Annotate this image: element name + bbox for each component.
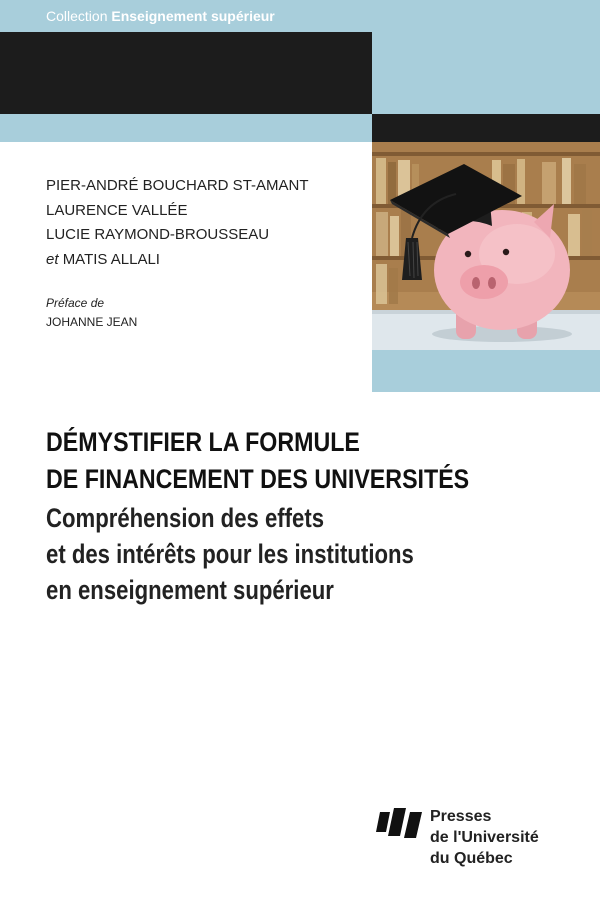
book-subtitle <box>46 500 414 608</box>
author-connector: et <box>46 250 59 268</box>
author-4 <box>46 248 309 273</box>
author-2 <box>46 199 309 224</box>
cover-photo <box>372 142 600 350</box>
publisher-logo-icon <box>374 806 424 840</box>
mid-band-light <box>0 114 372 142</box>
preface-label: Préface de <box>46 296 105 310</box>
author-4-name: MATIS ALLALI <box>62 250 160 268</box>
subtitle-line-3: en enseignement supérieur <box>46 575 334 605</box>
book-title <box>46 424 469 498</box>
mid-band-dark <box>372 114 600 142</box>
publisher-line-1: Presses <box>430 808 492 825</box>
photo-bottom-band <box>372 350 600 392</box>
author-1 <box>46 174 309 199</box>
author-3 <box>46 223 309 248</box>
collection-label <box>46 8 275 24</box>
publisher-line-2: de l'Université <box>430 829 539 846</box>
publisher-line-3: du Québec <box>430 850 513 867</box>
title-line-1: DÉMYSTIFIER LA FORMULE <box>46 427 360 457</box>
author-3-name: LUCIE RAYMOND-BROUSSEAU <box>46 226 270 243</box>
collection-name: Enseignement supérieur <box>111 8 275 24</box>
author-list <box>46 174 309 272</box>
top-right-band-light <box>372 0 600 114</box>
author-2-name: LAURENCE VALLÉE <box>46 201 188 219</box>
subtitle-line-2: et des intérêts pour les institutions <box>46 539 414 569</box>
preface-author: JOHANNE JEAN <box>46 315 138 329</box>
subtitle-line-1: Compréhension des effets <box>46 503 325 533</box>
piggy-bank-illustration <box>372 142 600 350</box>
top-band-dark <box>0 32 372 114</box>
collection-prefix: Collection <box>46 8 108 24</box>
publisher-name <box>430 806 539 869</box>
author-1-name: PIER-ANDRÉ BOUCHARD ST-AMANT <box>46 177 309 194</box>
title-line-2: DE FINANCEMENT DES UNIVERSITÉS <box>46 464 470 494</box>
